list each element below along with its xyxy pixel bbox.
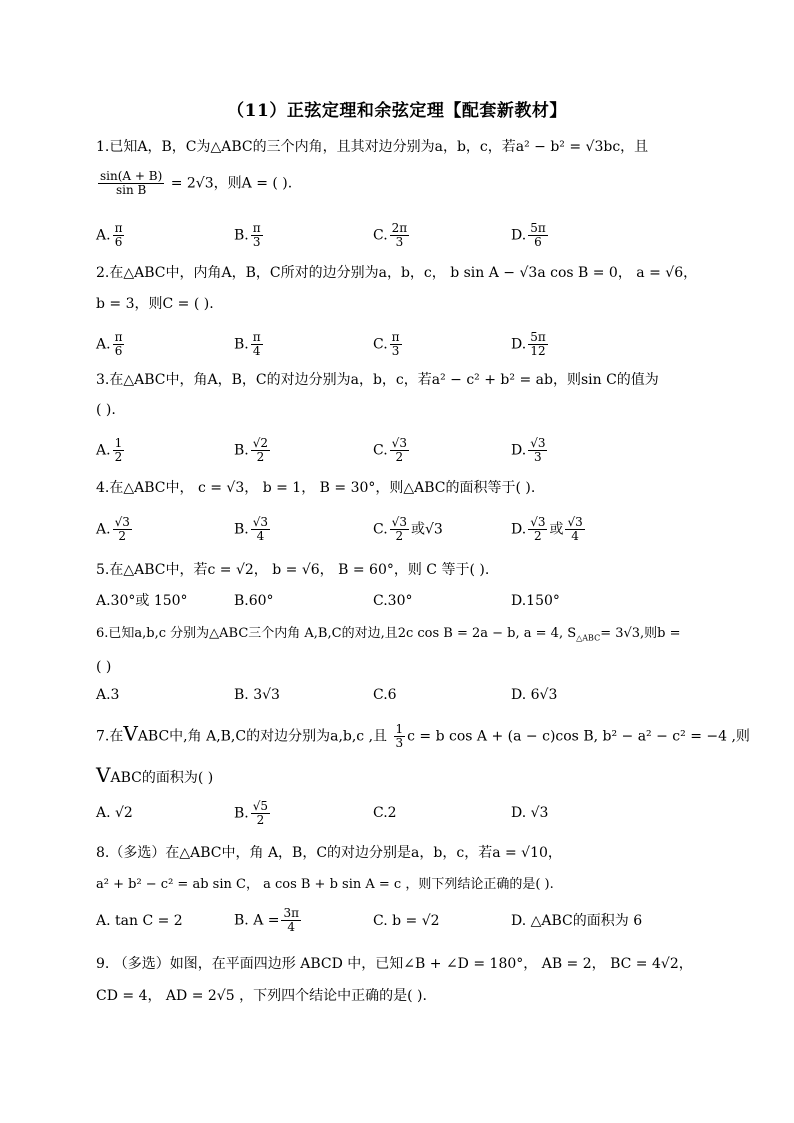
question-3-stem: 3.在△ABC中，角A，B，C的对边分别为a，b，c，若a² − c² + b² = ab，则sin C的值为	[96, 372, 659, 388]
question-7-stem-line2: VABC的面积为( )	[96, 763, 214, 787]
option-d[interactable]: D. √3	[511, 805, 549, 821]
question-1-stem: 1.已知A，B，C为△ABC的三个内角，且其对边分别为a，b，c，若a² − b² = √3bc，且	[96, 139, 649, 155]
question-3-stem-line2: ( ).	[96, 402, 116, 418]
option-a[interactable]: A.30°或 150°	[96, 593, 188, 609]
fraction: $\frac{\sin(A + B)}{\text{sin B}}$	[100, 169, 163, 198]
question-2-stem: 2.在△ABC中，内角A，B，C所对的边分别为a，b，c， b sin A − √3a cos B = 0， a = √6，	[96, 265, 698, 281]
option-b[interactable]: B.60°	[234, 593, 274, 609]
question-4-stem: 4.在△ABC中， c = √3， b = 1， B = 30°，则△ABC的面积等于( ).	[96, 480, 536, 496]
option-a[interactable]: A. √2	[96, 805, 133, 821]
question-8-stem: 8.（多选）在△ABC中，角 A，B，C的对边分别是a，b，c，若a = √10，	[96, 845, 562, 861]
option-c[interactable]: C. b = √2	[373, 913, 440, 929]
question-5-stem: 5.在△ABC中，若c = √2， b = √6， B = 60°，则 C 等于( ).	[96, 562, 490, 578]
option-c[interactable]: C.30°	[373, 593, 413, 609]
option-d[interactable]: D. 6√3	[511, 687, 558, 703]
option-d[interactable]: D. △ABC的面积为 6	[511, 913, 643, 929]
option-c[interactable]: C. $\frac{√3}{2}$	[373, 436, 407, 465]
option-b[interactable]: B. $\frac{√3}{4}$	[234, 515, 269, 544]
option-a[interactable]: A. $\frac{\pi}{6}$	[96, 221, 123, 250]
option-a[interactable]: A. tan C = 2	[96, 913, 183, 929]
option-b[interactable]: B. 3√3	[234, 687, 280, 703]
question-7-stem: 7.在VABC中,角 A,B,C的对边分别为a,b,c ,且 $\frac{1}{3}$ c = b cos A + (a − c)cos B, b² − a² − c² = −4 ,则	[96, 721, 750, 751]
question-6-stem-line2: ( )	[96, 659, 112, 675]
question-8-stem-line2: a² + b² − c² = ab sin C， a cos B + b sin A = c ，则下列结论正确的是( ).	[96, 877, 554, 892]
option-b[interactable]: B. $\frac{\pi}{4}$	[234, 330, 261, 359]
option-d[interactable]: D. $\frac{√3}{3}$	[511, 436, 546, 465]
option-c[interactable]: C. $\frac{\pi}{3}$	[373, 330, 400, 359]
option-a[interactable]: A. $\frac{\pi}{6}$	[96, 330, 123, 359]
option-d[interactable]: D. $\frac{5\pi}{6}$	[511, 221, 546, 250]
page-title: （11）正弦定理和余弦定理【配套新教材】	[227, 101, 567, 121]
option-c[interactable]: C. $\frac{√3}{2}$ 或√3	[373, 515, 443, 544]
option-b[interactable]: B. A = $\frac{3\pi}{4}$	[234, 906, 300, 935]
option-d[interactable]: D. $\frac{√3}{2}$ 或 $\frac{√3}{4}$	[511, 515, 583, 544]
option-c[interactable]: C. $\frac{2\pi}{3}$	[373, 221, 408, 250]
question-2-stem-line2: b = 3，则C = ( ).	[96, 296, 214, 312]
option-a[interactable]: A.3	[96, 687, 120, 703]
option-c[interactable]: C.2	[373, 805, 397, 821]
question-9-stem: 9. （多选）如图，在平面四边形 ABCD 中，已知∠B + ∠D = 180°， AB = 2， BC = 4√2，	[96, 956, 693, 972]
option-a[interactable]: A. $\frac{1}{2}$	[96, 436, 123, 465]
option-b[interactable]: B. $\frac{√2}{2}$	[234, 436, 269, 465]
option-c[interactable]: C.6	[373, 687, 397, 703]
question-1-stem-line2: $\frac{\sin(A + B)}{\text{sin B}}$ = 2√3，则A = ( ).	[100, 169, 293, 198]
option-a[interactable]: A. $\frac{√3}{2}$	[96, 515, 130, 544]
option-d[interactable]: D. $\frac{5\pi}{12}$	[511, 330, 546, 359]
option-b[interactable]: B. $\frac{\pi}{3}$	[234, 221, 261, 250]
option-d[interactable]: D.150°	[511, 593, 560, 609]
question-6-stem: 6.已知a,b,c 分别为△ABC三个内角 A,B,C的对边,且2c cos B = 2a − b, a = 4, $S_{\triangle ABC}= 3√3$,则b =	[96, 626, 681, 643]
option-b[interactable]: B. $\frac{√5}{2}$	[234, 799, 269, 828]
question-9-stem-line2: CD = 4， AD = 2√5 ，下列四个结论中正确的是( ).	[96, 988, 427, 1004]
